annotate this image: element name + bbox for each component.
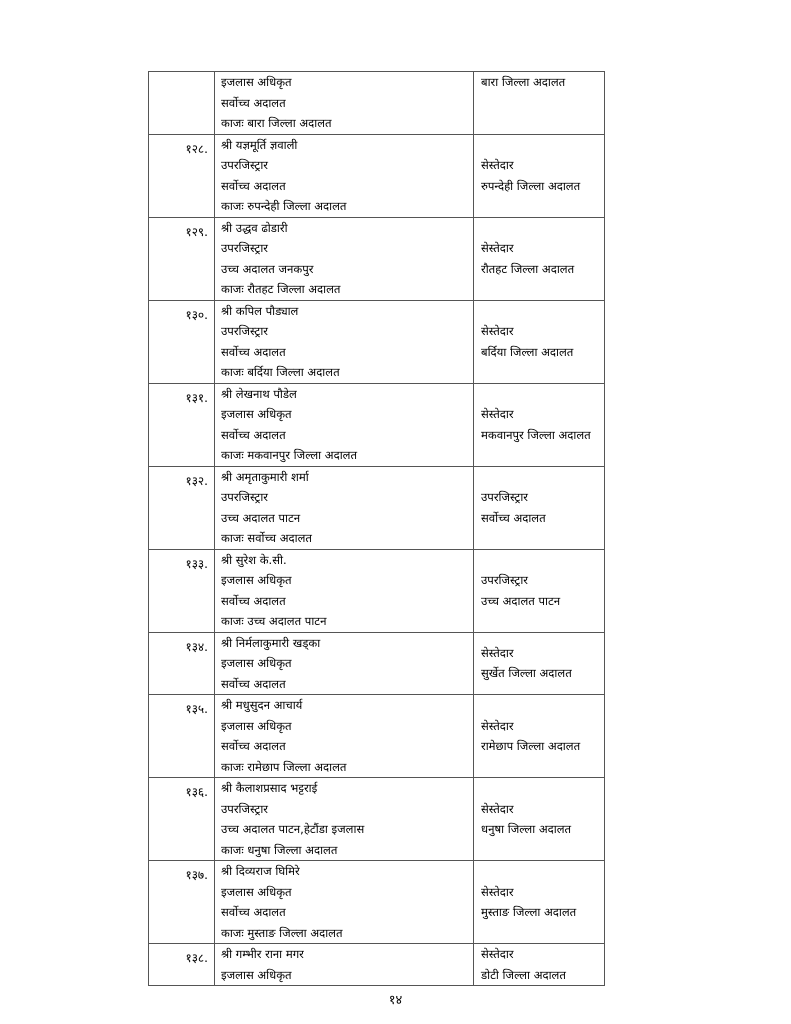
new-post-cell (474, 384, 604, 466)
new-post-line: उपरजिस्ट्रार (481, 490, 529, 504)
serial-number: १३५. (149, 695, 215, 777)
new-post-line: बारा जिल्ला अदालत (481, 75, 566, 89)
current-post-cell (215, 467, 474, 549)
new-post-line: बर्दिया जिल्ला अदालत (481, 344, 574, 359)
serial-number: १३३. (149, 550, 215, 632)
table-row (148, 71, 605, 135)
serial-number: १३६. (149, 778, 215, 860)
new-post-line: उच्च अदालत पाटन (481, 593, 561, 608)
table-row (148, 384, 605, 467)
current-post-line: इजलास अधिकृत (221, 884, 292, 899)
current-post-line: सर्वोच्च अदालत (221, 427, 286, 442)
table-row (148, 861, 605, 944)
current-post-line: सर्वोच्च अदालत (221, 676, 286, 691)
current-post-line: श्री यज्ञमूर्ति ज्ञवाली (221, 137, 298, 152)
current-post-line: सर्वोच्च अदालत (221, 739, 286, 753)
new-post-cell (474, 778, 604, 860)
current-post-line: श्री गम्भीर राना मगर (221, 947, 304, 961)
current-post-line: उच्च अदालत पाटन (221, 510, 301, 525)
current-post-line: उपरजिस्ट्रार (221, 158, 269, 172)
current-post-line: इजलास अधिकृत (221, 407, 292, 421)
current-post-line: उपरजिस्ट्रार (221, 490, 269, 504)
new-post-line: सुर्खेत जिल्ला अदालत (481, 666, 572, 681)
new-post-cell (474, 633, 604, 695)
current-post-line: काजः उच्च अदालत पाटन (221, 614, 327, 628)
serial-number (149, 72, 215, 134)
table-row (148, 218, 605, 301)
page-number: १४ (388, 993, 403, 1008)
table-row (148, 944, 605, 986)
current-post-line: उच्च अदालत जनकपुर (221, 261, 314, 276)
new-post-line: सेस्तेदार (481, 241, 514, 255)
serial-number: १३०. (149, 301, 215, 383)
new-post-line: सर्वोच्च अदालत (481, 510, 546, 525)
current-post-line: उपरजिस्ट्रार (221, 324, 269, 338)
new-post-line: सेस्तेदार (481, 801, 514, 816)
new-post-line: डोटी जिल्ला अदालत (481, 967, 566, 982)
table-row (148, 778, 605, 861)
serial-number: १३२. (149, 467, 215, 549)
current-post-line: सर्वोच्च अदालत (221, 95, 286, 110)
new-post-line: मकवानपुर जिल्ला अदालत (481, 427, 591, 442)
table-row (148, 695, 605, 778)
new-post-cell (474, 695, 604, 777)
new-post-cell (474, 135, 604, 217)
new-post-line: सेस्तेदार (481, 645, 514, 660)
current-post-cell (215, 861, 474, 943)
current-post-line: काजः रुपन्देही जिल्ला अदालत (221, 199, 347, 213)
new-post-cell (474, 301, 604, 383)
new-post-cell (474, 467, 604, 549)
new-post-line: सेस्तेदार (481, 407, 514, 421)
current-post-line: काजः बारा जिल्ला अदालत (221, 116, 332, 130)
current-post-cell (215, 72, 474, 134)
current-post-line: श्री उद्धव ढोडारी (221, 220, 288, 235)
current-post-cell (215, 695, 474, 777)
serial-number: १२९. (149, 218, 215, 300)
current-post-line: सर्वोच्च अदालत (221, 344, 286, 359)
current-post-line: श्री दिव्यराज घिमिरे (221, 864, 300, 878)
current-post-line: श्री मधुसुदन आचार्य (221, 698, 303, 712)
current-post-cell (215, 218, 474, 300)
new-post-line: सेस्तेदार (481, 324, 514, 338)
current-post-cell (215, 135, 474, 217)
current-post-line: काजः बर्दिया जिल्ला अदालत (221, 365, 340, 379)
new-post-line: रुपन्देही जिल्ला अदालत (481, 178, 581, 193)
current-post-line: सर्वोच्च अदालत (221, 593, 286, 608)
current-post-line: श्री कपिल पौड्याल (221, 303, 299, 318)
current-post-line: श्री लेखनाथ पौडेल (221, 386, 297, 401)
current-post-line: काजः रामेछाप जिल्ला अदालत (221, 759, 347, 774)
new-post-line: सेस्तेदार (481, 947, 514, 961)
serial-number: १३७. (149, 861, 215, 943)
current-post-line: इजलास अधिकृत (221, 75, 292, 89)
new-post-cell (474, 218, 604, 300)
current-post-line: उच्च अदालत पाटन,हेटौंडा इजलास (221, 822, 365, 836)
table-row (148, 135, 605, 218)
new-post-cell (474, 861, 604, 943)
current-post-cell (215, 384, 474, 466)
new-post-line: रामेछाप जिल्ला अदालत (481, 739, 581, 753)
current-post-cell (215, 301, 474, 383)
current-post-line: काजः रौतहट जिल्ला अदालत (221, 282, 341, 296)
current-post-line: इजलास अधिकृत (221, 573, 292, 587)
table-row (148, 550, 605, 633)
serial-number: १३४. (149, 633, 215, 695)
new-post-line: रौतहट जिल्ला अदालत (481, 261, 575, 276)
current-post-line: काजः मुस्ताङ जिल्ला अदालत (221, 925, 343, 940)
table-row (148, 633, 605, 696)
new-post-line: धनुषा जिल्ला अदालत (481, 822, 572, 836)
current-post-cell (215, 550, 474, 632)
new-post-line: सेस्तेदार (481, 718, 514, 733)
current-post-line: इजलास अधिकृत (221, 718, 292, 733)
current-post-cell (215, 944, 474, 985)
current-post-line: काजः सर्वोच्च अदालत (221, 531, 312, 545)
new-post-line: सेस्तेदार (481, 158, 514, 172)
table-row (148, 467, 605, 550)
serial-number: १३१. (149, 384, 215, 466)
current-post-line: इजलास अधिकृत (221, 967, 292, 982)
current-post-line: श्री निर्मलाकुमारी खड्का (221, 635, 321, 650)
table-row (148, 301, 605, 384)
current-post-cell (215, 778, 474, 860)
new-post-line: सेस्तेदार (481, 884, 514, 899)
current-post-line: श्री अमृताकुमारी शर्मा (221, 469, 309, 484)
serial-number: १२८. (149, 135, 215, 217)
current-post-line: काजः मकवानपुर जिल्ला अदालत (221, 448, 358, 462)
current-post-line: सर्वोच्च अदालत (221, 178, 286, 193)
new-post-line: मुस्ताङ जिल्ला अदालत (481, 905, 577, 919)
transfer-table (148, 71, 605, 986)
serial-number: १३८. (149, 944, 215, 985)
new-post-cell (474, 72, 604, 134)
current-post-cell (215, 633, 474, 695)
new-post-cell (474, 550, 604, 632)
current-post-line: श्री सुरेश के.सी. (221, 552, 287, 567)
new-post-line: उपरजिस्ट्रार (481, 573, 529, 587)
current-post-line: इजलास अधिकृत (221, 656, 292, 670)
current-post-line: उपरजिस्ट्रार (221, 241, 269, 255)
new-post-cell (474, 944, 604, 985)
current-post-line: सर्वोच्च अदालत (221, 905, 286, 919)
current-post-line: श्री कैलाशप्रसाद भट्टराई (221, 781, 318, 795)
current-post-line: उपरजिस्ट्रार (221, 801, 269, 816)
current-post-line: काजः धनुषा जिल्ला अदालत (221, 842, 338, 857)
